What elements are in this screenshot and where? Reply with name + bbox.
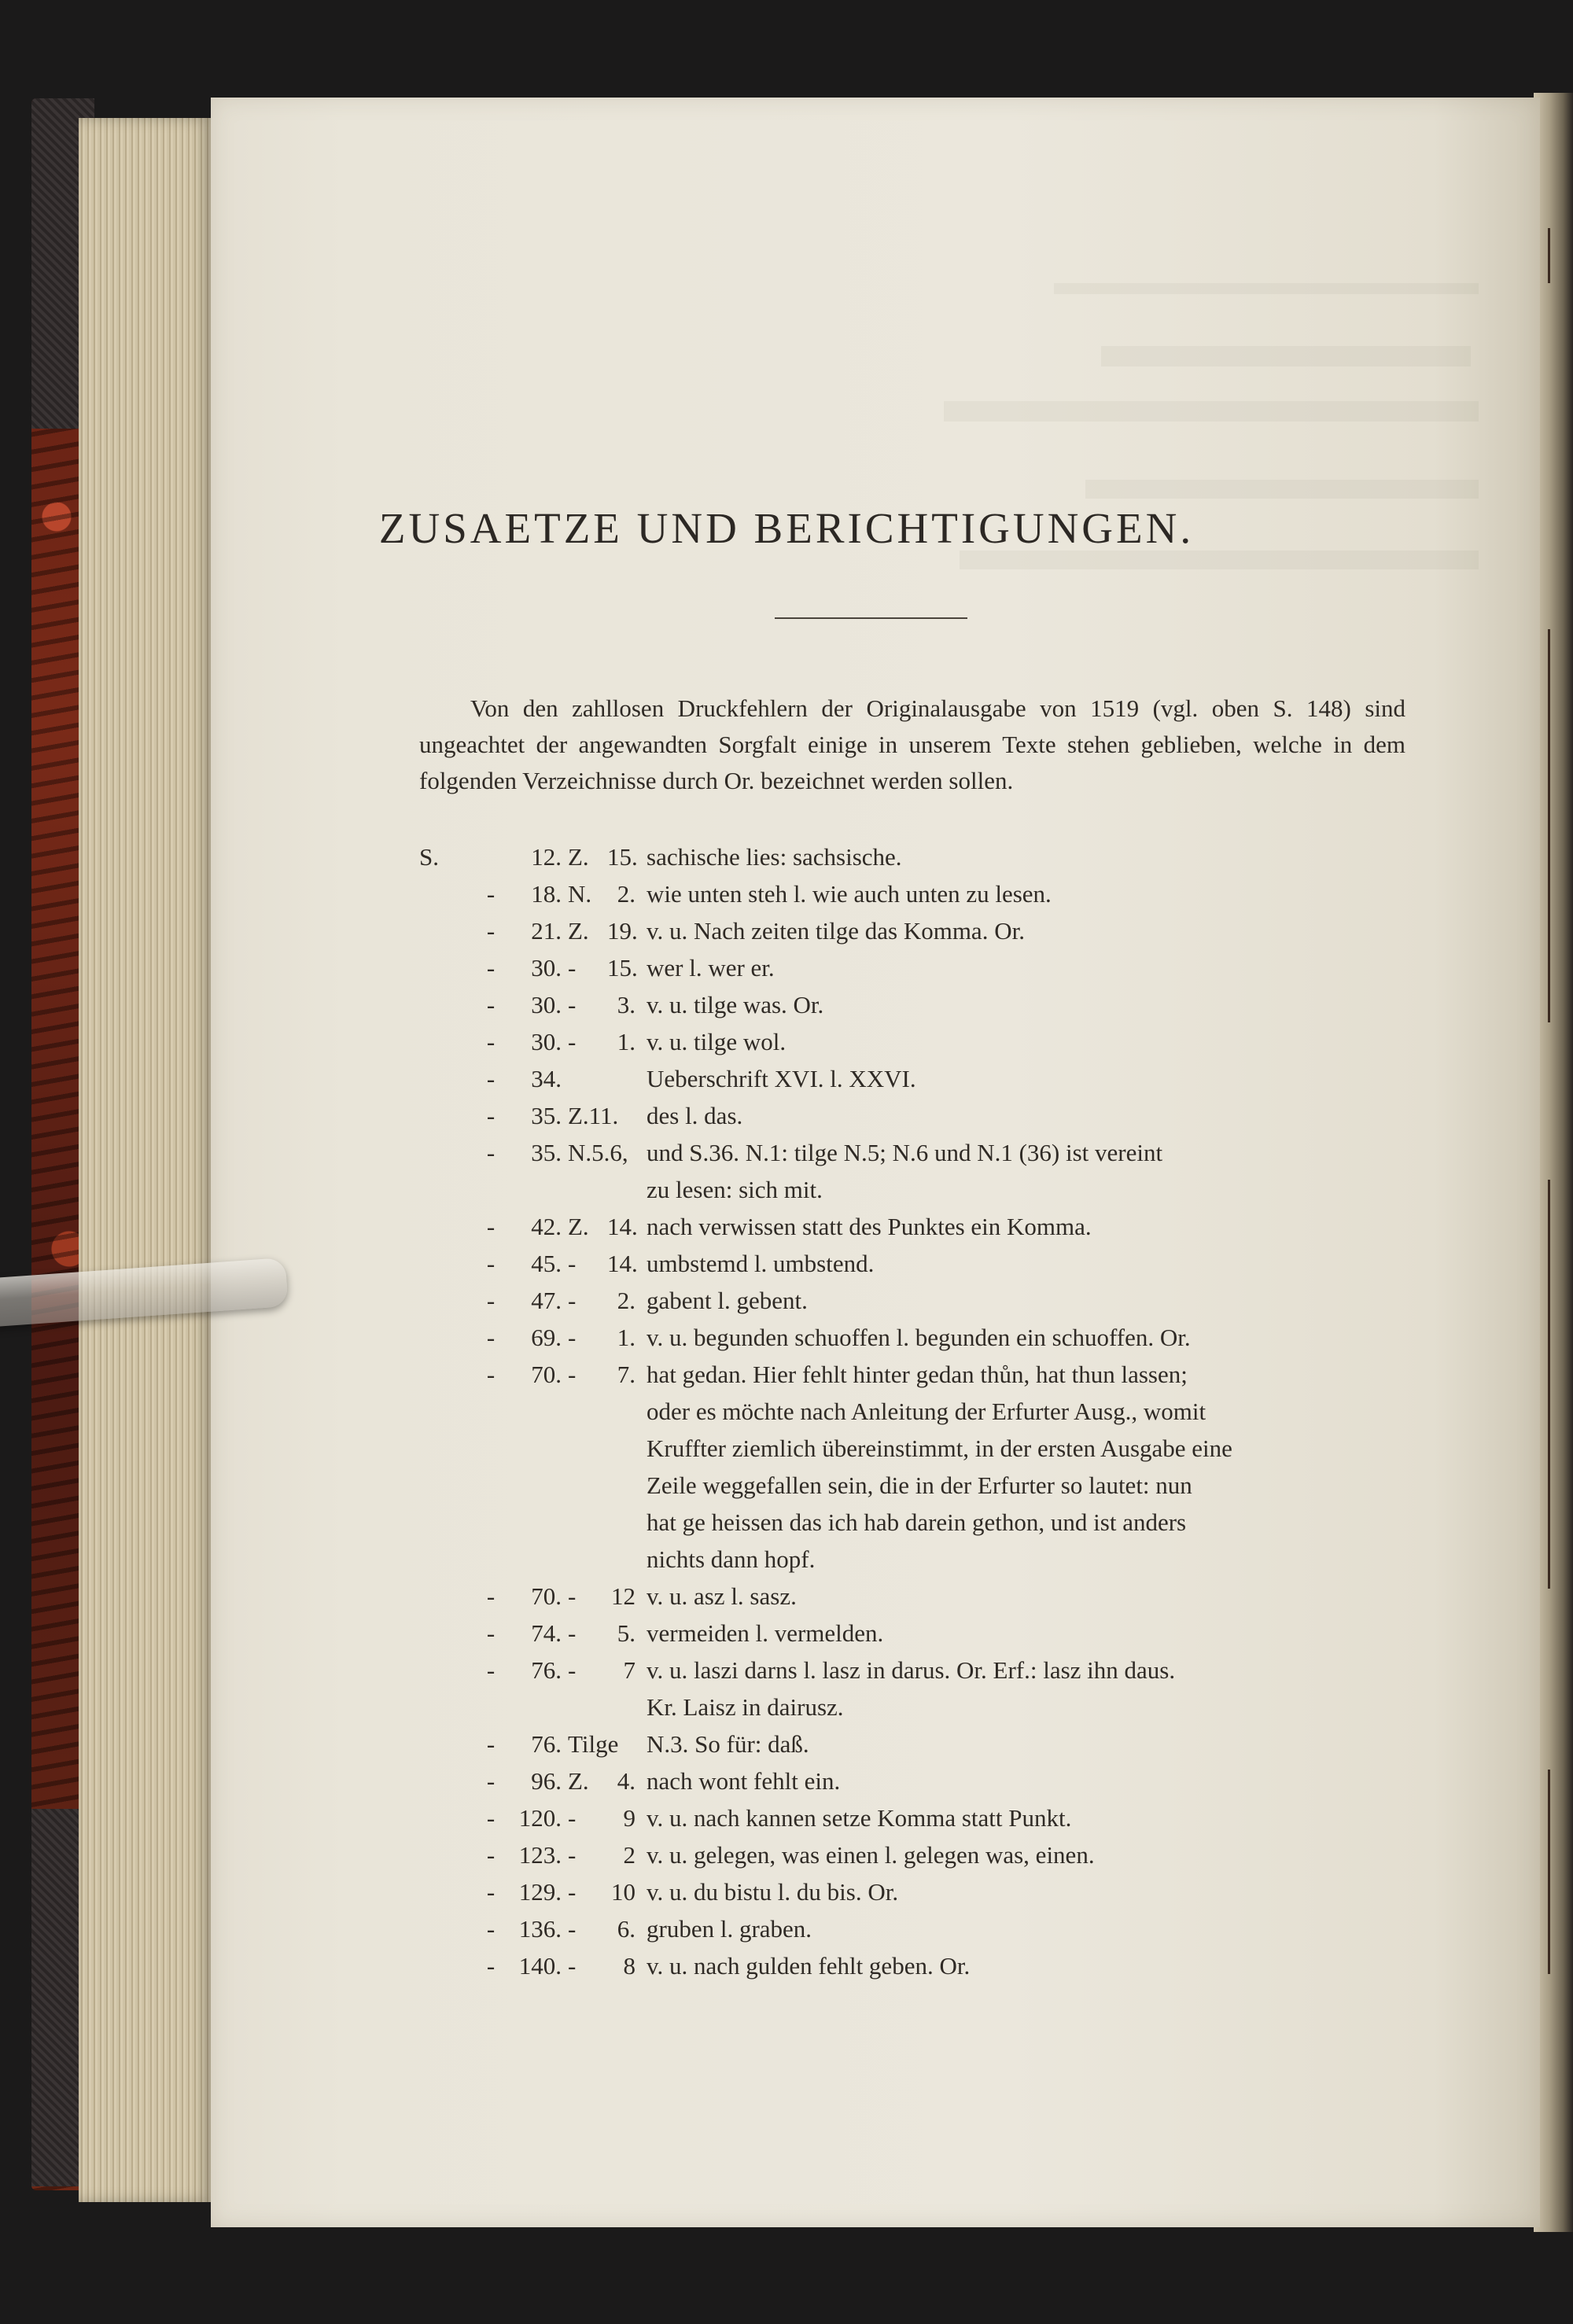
entry-page-marker: - <box>486 1952 495 1980</box>
entry-line-type: - <box>568 1656 577 1684</box>
correction-entry <box>0 1652 1573 1689</box>
entry-page-marker: - <box>486 917 495 945</box>
entry-line-type: Z. <box>568 1767 589 1795</box>
entry-line-type: - <box>568 1619 577 1647</box>
entry-line-number: 19. <box>607 917 638 945</box>
entry-page-marker: - <box>486 1028 495 1055</box>
entry-line-number: 14. <box>607 1213 638 1240</box>
entry-text: v. u. Nach zeiten tilge das Komma. Or. <box>647 917 1025 945</box>
entry-line-number: 6. <box>617 1915 635 1943</box>
entry-text: des l. das. <box>647 1102 743 1129</box>
entry-text-continuation: Kr. Laisz in dairusz. <box>647 1693 844 1721</box>
entry-text: umbstemd l. umbstend. <box>647 1250 875 1277</box>
correction-entry <box>0 949 1573 986</box>
entry-page-marker: - <box>486 1287 495 1314</box>
entry-text: v. u. du bistu l. du bis. Or. <box>647 1878 899 1906</box>
entry-line-type: Z.11. <box>568 1102 619 1129</box>
entry-line-number: 4. <box>617 1767 635 1795</box>
correction-entry <box>0 1762 1573 1799</box>
entry-line-number: 8 <box>623 1952 635 1980</box>
entry-line-type: - <box>568 954 577 982</box>
entry-page-number: 34. <box>531 1065 562 1092</box>
entry-text: v. u. tilge wol. <box>647 1028 786 1055</box>
correction-entry <box>0 1356 1573 1393</box>
entry-page-marker: - <box>486 1102 495 1129</box>
correction-continuation <box>0 1504 1573 1541</box>
entry-text: wie unten steh l. wie auch unten zu lesen. <box>647 880 1052 908</box>
entry-page-marker: - <box>486 1213 495 1240</box>
entry-text: gabent l. gebent. <box>647 1287 808 1314</box>
entry-line-type: - <box>568 1915 577 1943</box>
entry-page-number: 129. <box>518 1878 562 1906</box>
entry-text: v. u. gelegen, was einen l. gelegen was, einen. <box>647 1841 1095 1869</box>
entry-line-type: N. <box>568 880 592 908</box>
gutter-mark <box>1548 228 1550 283</box>
entry-line-number: 15. <box>607 843 638 871</box>
entry-line-number: 2 <box>623 1841 635 1869</box>
correction-entry <box>0 1615 1573 1652</box>
entry-text: Ueberschrift XVI. l. XXVI. <box>647 1065 916 1092</box>
entry-line-number: 2. <box>617 1287 635 1314</box>
correction-entry <box>0 1208 1573 1245</box>
correction-entry <box>0 986 1573 1023</box>
entry-line-number: 14. <box>607 1250 638 1277</box>
entry-text: v. u. nach gulden fehlt geben. Or. <box>647 1952 971 1980</box>
heading-rule <box>775 617 967 619</box>
entry-page-number: 74. <box>531 1619 562 1647</box>
entry-page-number: 12. <box>531 843 562 871</box>
entry-page-number: 18. <box>531 880 562 908</box>
correction-entry <box>0 1873 1573 1910</box>
entry-page-marker: - <box>486 1065 495 1092</box>
entry-line-number: 12 <box>611 1582 635 1610</box>
entry-page-marker: - <box>486 1841 495 1869</box>
entry-page-marker: S. <box>419 843 439 871</box>
correction-entry <box>0 1319 1573 1356</box>
entry-text-continuation: hat ge heissen das ich hab darein gethon, und ist anders <box>647 1508 1187 1536</box>
entry-page-number: 35. <box>531 1102 562 1129</box>
entry-text: vermeiden l. vermelden. <box>647 1619 884 1647</box>
entry-page-number: 123. <box>518 1841 562 1869</box>
entry-page-number: 21. <box>531 917 562 945</box>
entry-page-number: 76. <box>531 1656 562 1684</box>
entry-text: nach wont fehlt ein. <box>647 1767 841 1795</box>
correction-continuation <box>0 1541 1573 1578</box>
correction-continuation <box>0 1393 1573 1430</box>
entry-line-type: - <box>568 1952 577 1980</box>
entry-line-type: - <box>568 1582 577 1610</box>
intro-paragraph: Von den zahllosen Druckfehlern der Originalausgabe von 1519 (vgl. oben S. 148) sind ungeachtet der angewandten Sorgfalt einige in unserem Texte stehen geblieben, welche in dem folgenden Verzeichnisse durch Or. bezeichnet werden sollen. <box>419 694 1405 794</box>
entry-page-marker: - <box>486 1361 495 1388</box>
correction-continuation <box>0 1689 1573 1726</box>
entry-line-number: 1. <box>617 1324 635 1351</box>
entry-line-type: - <box>568 1287 577 1314</box>
correction-entry <box>0 1578 1573 1615</box>
entry-text: v. u. laszi darns l. lasz in darus. Or. Erf.: lasz ihn daus. <box>647 1656 1176 1684</box>
entry-text: v. u. nach kannen setze Komma statt Punkt. <box>647 1804 1072 1832</box>
entry-text: wer l. wer er. <box>647 954 775 982</box>
entry-page-number: 30. <box>531 1028 562 1055</box>
entry-page-number: 120. <box>518 1804 562 1832</box>
entry-page-marker: - <box>486 1730 495 1758</box>
entry-text-continuation: nichts dann hopf. <box>647 1545 816 1573</box>
entry-page-marker: - <box>486 1619 495 1647</box>
entry-page-marker: - <box>486 1915 495 1943</box>
correction-entry <box>0 875 1573 912</box>
entry-page-marker: - <box>486 1804 495 1832</box>
corrections-list <box>0 838 1573 1984</box>
entry-page-number: 42. <box>531 1213 562 1240</box>
entry-line-number: 1. <box>617 1028 635 1055</box>
entry-line-number: 7. <box>617 1361 635 1388</box>
entry-line-number: 5. <box>617 1619 635 1647</box>
entry-page-marker: - <box>486 1767 495 1795</box>
entry-page-number: 30. <box>531 991 562 1018</box>
entry-page-number: 136. <box>518 1915 562 1943</box>
entry-page-number: 70. <box>531 1361 562 1388</box>
entry-line-type: - <box>568 991 577 1018</box>
entry-line-type: - <box>568 1841 577 1869</box>
entry-page-marker: - <box>486 1324 495 1351</box>
correction-entry <box>0 838 1573 875</box>
correction-entry <box>0 1097 1573 1134</box>
entry-page-number: 76. <box>531 1730 562 1758</box>
entry-page-number: 96. <box>531 1767 562 1795</box>
entry-line-type: - <box>568 1250 577 1277</box>
entry-page-number: 45. <box>531 1250 562 1277</box>
entry-page-marker: - <box>486 1250 495 1277</box>
entry-page-number: 47. <box>531 1287 562 1314</box>
correction-entry <box>0 1910 1573 1947</box>
correction-continuation <box>0 1430 1573 1467</box>
entry-line-type: - <box>568 1028 577 1055</box>
entry-text: sachische lies: sachsische. <box>647 843 902 871</box>
entry-page-marker: - <box>486 991 495 1018</box>
entry-line-number: 2. <box>617 880 635 908</box>
page-title: ZUSAETZE UND BERICHTIGUNGEN. <box>378 504 1195 552</box>
entry-text: und S.36. N.1: tilge N.5; N.6 und N.1 (36) ist vereint <box>647 1139 1163 1166</box>
entry-page-number: 30. <box>531 954 562 982</box>
entry-page-number: 140. <box>518 1952 562 1980</box>
entry-text: v. u. tilge was. Or. <box>647 991 824 1018</box>
entry-page-marker: - <box>486 1582 495 1610</box>
correction-entry <box>0 1947 1573 1984</box>
entry-text: hat gedan. Hier fehlt hinter gedan thůn, hat thun lassen; <box>647 1361 1188 1388</box>
entry-line-type: Z. <box>568 1213 589 1240</box>
entry-text: nach verwissen statt des Punktes ein Komma. <box>647 1213 1092 1240</box>
correction-continuation <box>0 1171 1573 1208</box>
entry-page-marker: - <box>486 1878 495 1906</box>
entry-line-number: 7 <box>623 1656 635 1684</box>
correction-entry <box>0 1134 1573 1171</box>
entry-line-number: 9 <box>623 1804 635 1832</box>
entry-page-marker: - <box>486 954 495 982</box>
entry-line-type: - <box>568 1878 577 1906</box>
entry-page-number: 35. <box>531 1139 562 1166</box>
entry-line-type: Z. <box>568 917 589 945</box>
entry-text-continuation: Zeile weggefallen sein, die in der Erfurter so lautet: nun <box>647 1471 1192 1499</box>
entry-line-type: - <box>568 1361 577 1388</box>
entry-text-continuation: oder es möchte nach Anleitung der Erfurter Ausg., womit <box>647 1398 1206 1425</box>
entry-text-continuation: zu lesen: sich mit. <box>647 1176 823 1203</box>
correction-continuation <box>0 1467 1573 1504</box>
entry-text: v. u. begunden schuoffen l. begunden ein schuoffen. Or. <box>647 1324 1191 1351</box>
entry-text: N.3. So für: daß. <box>647 1730 809 1758</box>
entry-line-type: Tilge <box>568 1730 619 1758</box>
entry-page-number: 70. <box>531 1582 562 1610</box>
entry-text: v. u. asz l. sasz. <box>647 1582 797 1610</box>
entry-line-number: 15. <box>607 954 638 982</box>
entry-page-marker: - <box>486 1656 495 1684</box>
correction-entry <box>0 1799 1573 1836</box>
entry-page-number: 69. <box>531 1324 562 1351</box>
entry-line-type: N.5.6, <box>568 1139 628 1166</box>
entry-line-type: Z. <box>568 843 589 871</box>
entry-line-number: 3. <box>617 991 635 1018</box>
entry-page-marker: - <box>486 880 495 908</box>
correction-entry <box>0 912 1573 949</box>
entry-line-type: - <box>568 1804 577 1832</box>
entry-line-number: 10 <box>611 1878 635 1906</box>
correction-entry <box>0 1726 1573 1762</box>
correction-entry <box>0 1023 1573 1060</box>
correction-entry <box>0 1060 1573 1097</box>
entry-text-continuation: Kruffter ziemlich übereinstimmt, in der ersten Ausgabe eine <box>647 1435 1232 1462</box>
entry-page-marker: - <box>486 1139 495 1166</box>
correction-entry <box>0 1836 1573 1873</box>
entry-text: gruben l. graben. <box>647 1915 812 1943</box>
entry-line-type: - <box>568 1324 577 1351</box>
